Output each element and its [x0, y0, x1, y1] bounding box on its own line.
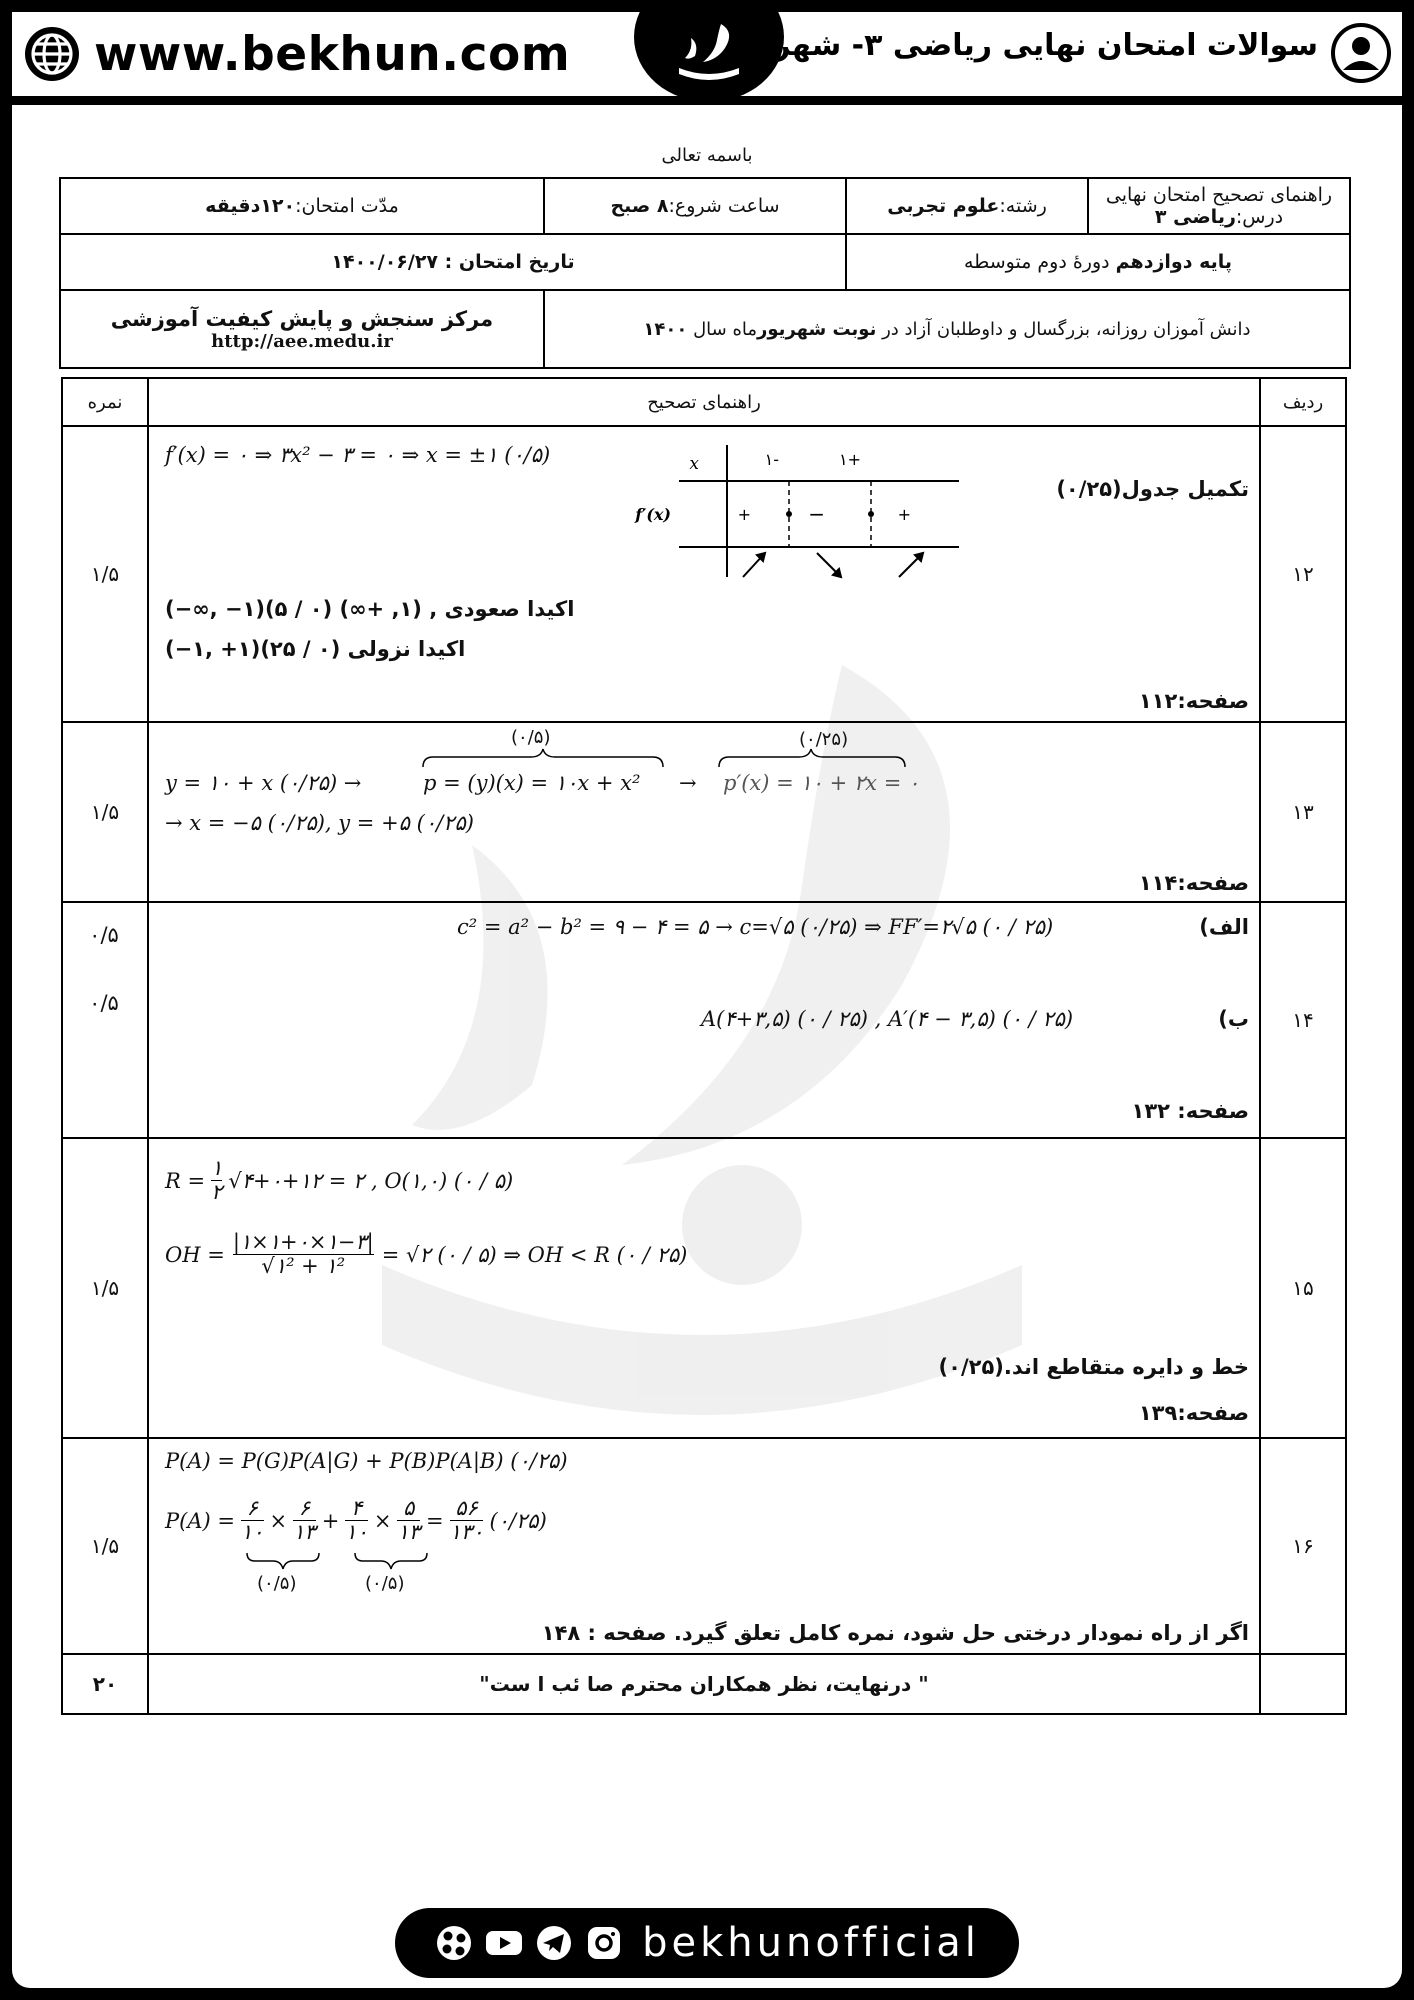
q15-distance-fraction — [233, 1231, 374, 1278]
q12-sign-plus-left: + — [737, 505, 751, 524]
header-score: نمره — [62, 378, 148, 426]
q14-scores — [62, 902, 148, 1138]
q14-row — [62, 902, 1346, 1138]
field-label: رشته: — [999, 195, 1047, 217]
q15-row — [62, 1138, 1346, 1438]
q16-row — [62, 1438, 1346, 1654]
q16-line2-post: (۰/۲۵) — [489, 1508, 547, 1533]
start-cell — [544, 178, 846, 234]
q15-half-fraction — [211, 1157, 222, 1204]
user-icon[interactable] — [1330, 22, 1392, 84]
q13-row — [62, 722, 1346, 902]
grade-pre: پایه — [1192, 251, 1233, 273]
q12-table-note: تکمیل جدول(۰/۲۵) — [1056, 477, 1249, 501]
q12-sign-plus-right: + — [897, 505, 911, 524]
site-url[interactable]: www.bekhun.com — [94, 26, 571, 82]
q16-note: اگر از راه نمودار درختی حل شود، نمره کامل تعلق گیرد. صفحه : ۱۴۸ — [541, 1621, 1249, 1645]
q16-frac2-den: ۱۳ — [293, 1520, 316, 1545]
q14-guide — [148, 902, 1260, 1138]
q15-line1 — [165, 1157, 513, 1204]
aparat-icon[interactable] — [434, 1923, 474, 1963]
q14-a-label: الف) — [1199, 915, 1249, 939]
q15-half-num: ۱ — [211, 1156, 223, 1180]
q13-line1a: y = ۱۰ + x (۰/۲۵) → — [165, 771, 362, 795]
students-year: ۱۴۰۰ — [643, 318, 688, 340]
q16-score: ۱/۵ — [62, 1438, 148, 1654]
exam-title: سوالات امتحان نهایی ریاضی ۳- شهریور ۱۴۰۰ — [642, 28, 1318, 63]
q16-frac1 — [241, 1497, 264, 1544]
date-label: تاریخ امتحان : — [444, 251, 575, 273]
q15-line2-post: = √۲ (۰ / ۵) ⇒ OH < R (۰ / ۲۵) — [381, 1242, 688, 1267]
final-row — [62, 1654, 1346, 1714]
center-name: مرکز سنجش و پایش کیفیت آموزشی — [110, 306, 494, 331]
q16-line1: P(A) = P(G)P(A|G) + P(B)P(A|B) (۰/۲۵) — [165, 1449, 568, 1473]
q12-arrows — [743, 553, 923, 577]
final-score: ۲۰ — [62, 1654, 148, 1714]
center-url[interactable]: http://aee.medu.ir — [211, 330, 393, 352]
q12-sign-minus: − — [808, 502, 825, 526]
q16-frac4 — [397, 1497, 420, 1544]
q13-line2: → x = −۵ (۰/۲۵), y = +۵ (۰/۲۵) — [165, 811, 474, 835]
q13-score: ۱/۵ — [62, 722, 148, 902]
q15-score: ۱/۵ — [62, 1138, 148, 1438]
q15-distance-den: √۱² + ۱² — [233, 1254, 374, 1278]
course-label: راهنمای تصحیح امتحان نهایی درس: — [1105, 184, 1333, 228]
q15-number: ۱۵ — [1260, 1138, 1346, 1438]
q15-conclusion: خط و دایره متقاطع اند.(۰/۲۵) — [938, 1355, 1249, 1379]
q13-number: ۱۳ — [1260, 722, 1346, 902]
grade-post: دورهٔ دوم متوسطه — [963, 251, 1116, 273]
q15-half-den: ۲ — [211, 1180, 223, 1205]
q16-frac4-den: ۱۳ — [397, 1520, 421, 1545]
course-cell — [1088, 178, 1350, 234]
q13-line1d: p′(x) = ۱۰ + ۲x = ۰ — [723, 771, 920, 795]
exam-info-table — [59, 177, 1351, 369]
q12-sign-m1: -۱ — [764, 450, 779, 469]
answer-sheet — [12, 105, 1402, 1885]
grade-value: دوازدهم — [1115, 251, 1193, 273]
q13-line1b: p = (y)(x) = ۱۰x + x² — [423, 771, 641, 795]
q16-guide — [148, 1438, 1260, 1654]
final-empty — [1260, 1654, 1346, 1714]
bismillah: باسمه تعالی — [661, 145, 753, 166]
q14-score-a: ۰/۵ — [89, 923, 119, 947]
field-value: علوم تجربی — [887, 195, 1000, 217]
q14-b-label: ب) — [1218, 1007, 1249, 1031]
q13-page: صفحه:۱۱۴ — [1138, 871, 1249, 895]
youtube-icon[interactable] — [484, 1923, 524, 1963]
q12-sign-x: x — [689, 454, 699, 474]
q14-b-equation: A(۴+۳,۵) (۰ / ۲۵) , A′(۴ − ۳,۵) (۰ / ۲۵) — [701, 1007, 1074, 1031]
q13-guide — [148, 722, 1260, 902]
header-row-number: ردیف — [1260, 378, 1346, 426]
q16-brace-label-2: (۰/۵) — [365, 1573, 405, 1594]
q16-plus: + — [321, 1508, 340, 1533]
students-cell — [544, 290, 1350, 368]
duration-label: مدّت امتحان: — [295, 195, 399, 217]
start-value: ۸ صبح — [610, 195, 669, 217]
q15-guide — [148, 1138, 1260, 1438]
q12-sign-table — [635, 441, 969, 581]
duration-value: ۱۲۰دقیقه — [205, 195, 296, 217]
q16-line2-pre: P(A) = — [165, 1508, 235, 1533]
q15-line1-post: √۴+۰+۱۲ = ۲ , O(۱,۰) (۰ / ۵) — [228, 1168, 514, 1193]
q12-decreasing: (−۱, +۱)اکیدا نزولی (۰ / ۲۵) — [165, 637, 466, 661]
q12-sign-f: f′(x) — [635, 505, 671, 524]
answer-table — [61, 377, 1347, 1715]
date-value: ۱۴۰۰/۰۶/۲۷ — [331, 251, 439, 273]
instagram-icon[interactable] — [584, 1923, 624, 1963]
site-brand[interactable] — [22, 20, 570, 88]
students-post: ماه سال — [687, 318, 758, 340]
social-bar — [395, 1908, 1019, 1978]
date-cell — [60, 234, 846, 290]
q16-frac2 — [293, 1497, 316, 1544]
q15-line2-pre: OH = — [165, 1242, 225, 1267]
students-round: نوبت شهریور — [757, 318, 877, 340]
q13-brace-label-1: (۰/۵) — [511, 727, 551, 748]
start-label: ساعت شروع: — [668, 195, 780, 217]
q16-line2 — [165, 1497, 547, 1544]
duration-cell — [60, 178, 544, 234]
q12-page: صفحه:۱۱۲ — [1138, 689, 1249, 713]
telegram-icon[interactable] — [534, 1923, 574, 1963]
q12-guide — [148, 426, 1260, 722]
grade-cell — [846, 234, 1350, 290]
header-guide: راهنمای تصحیح — [148, 378, 1260, 426]
q16-brace-label-1: (۰/۵) — [257, 1573, 297, 1594]
q16-frac3-den: ۱۰ — [345, 1520, 368, 1545]
q16-frac4-num: ۵ — [403, 1496, 415, 1520]
q16-frac5-den: ۱۳۰ — [449, 1520, 484, 1545]
globe-icon — [22, 24, 82, 84]
q15-line2 — [165, 1231, 687, 1278]
social-handle[interactable]: bekhunofficial — [642, 1920, 980, 1966]
q16-times-2: × — [373, 1508, 392, 1533]
course-value: ریاضی ۳ — [1154, 206, 1236, 228]
q14-score-b: ۰/۵ — [89, 991, 119, 1015]
q12-equation: f′(x) = ۰ ⇒ ۳x² − ۳ = ۰ ⇒ x = ±۱ (۰/۵) — [165, 443, 551, 467]
q15-line1-pre: R = — [165, 1168, 206, 1193]
q13-brace-label-2: (۰/۲۵) — [799, 729, 849, 750]
q16-frac2-num: ۶ — [298, 1496, 311, 1520]
footer — [12, 1900, 1402, 1988]
q16-number: ۱۶ — [1260, 1438, 1346, 1654]
q15-page: صفحه:۱۳۹ — [1138, 1401, 1249, 1425]
q16-frac3-num: ۴ — [350, 1496, 363, 1520]
q12-row — [62, 426, 1346, 722]
q12-sign-p1: +۱ — [839, 450, 861, 469]
center-cell — [60, 290, 544, 368]
q16-frac1-num: ۶ — [246, 1496, 258, 1520]
q14-number: ۱۴ — [1260, 902, 1346, 1138]
q16-equals: = — [426, 1508, 444, 1533]
q12-increasing: (−∞, −۱)اکیدا صعودی , (۱, +∞) (۰ / ۵) — [165, 597, 575, 621]
q16-frac3 — [345, 1497, 368, 1544]
q16-frac5 — [450, 1497, 484, 1544]
q16-times-1: × — [269, 1508, 288, 1533]
q13-line1c: → — [679, 771, 697, 795]
q12-number: ۱۲ — [1260, 426, 1346, 722]
q16-underbraces — [243, 1551, 433, 1571]
q16-frac1-den: ۱۰ — [240, 1520, 264, 1545]
students-pre: دانش آموزان روزانه، بزرگسال و داوطلبان آزاد در — [876, 318, 1251, 340]
top-header — [12, 12, 1402, 105]
final-note: " درنهایت، نظر همکاران محترم صا ئب ا ست" — [148, 1654, 1260, 1714]
q16-frac5-num: ۵۶ — [455, 1496, 478, 1520]
q14-page: صفحه: ۱۳۲ — [1131, 1099, 1249, 1123]
q12-score: ۱/۵ — [62, 426, 148, 722]
page-frame — [12, 12, 1402, 1988]
q13-overbraces — [419, 749, 979, 769]
q14-a-equation: c² = a² − b² = ۹ − ۴ = ۵ → c=√۵ (۰/۲۵) ⇒ FF′=۲√۵ (۰ / ۲۵) — [457, 915, 1054, 939]
q15-distance-num: |۱×۱+۰×۱−۳| — [232, 1230, 374, 1254]
field-cell — [846, 178, 1088, 234]
table-header-row — [62, 378, 1346, 426]
